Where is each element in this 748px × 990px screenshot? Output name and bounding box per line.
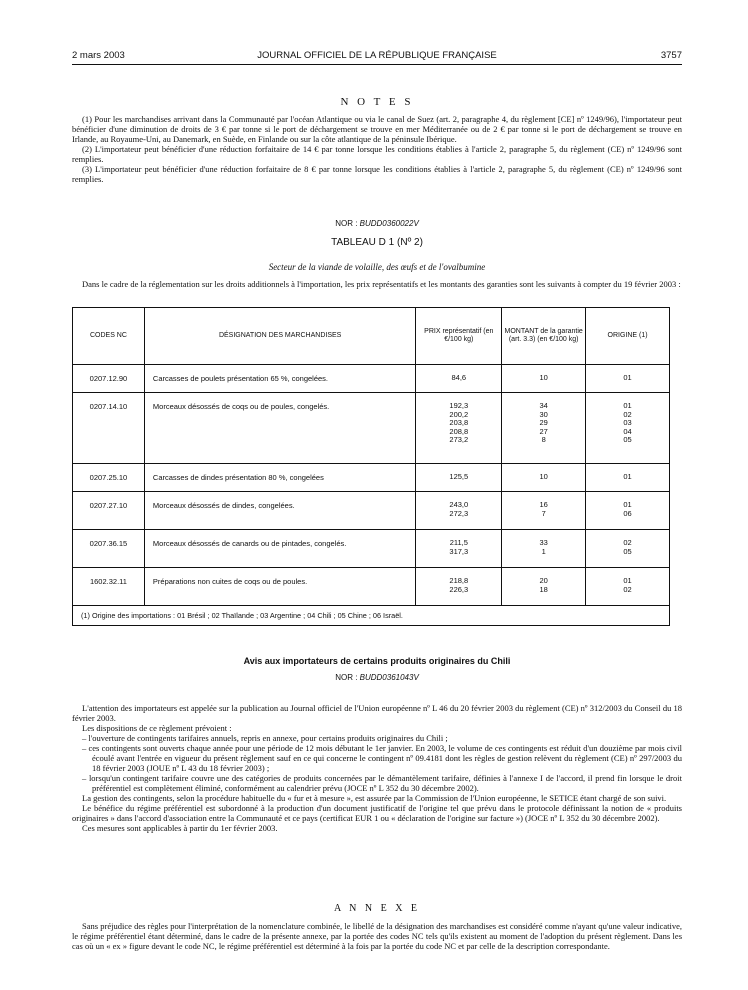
list-item: – lorsqu'un contingent tarifaire couvre une des catégories de produits concernées par le démantèlement tarifaire, définies à l'annexe I de l'accord, il prend fin lorsque le droit préférentiel est complètement éliminé, conformément au calendrier prévu (JOCE nº L 352 du 30 décembre 2002).	[82, 773, 682, 793]
col-designation: DÉSIGNATION DES MARCHANDISES	[144, 308, 415, 365]
header-rule	[72, 64, 682, 65]
list-item: – ces contingents sont ouverts chaque année pour une période de 12 mois débutant le 1er janvier. En 2003, le volume de ces contingents est réduit d'un douzième par mois civil écoulé avant l'entrée en vigueur du présent règlement sauf en ce qui concerne le contingent nº 09.4181 dont les règles de gestion relèvent du règlement (CE) nº 297/2003 du 18 février 2003 (JOUE nº L 43 du 18 février 2003) ;	[82, 743, 682, 773]
tableau-subtitle: Secteur de la viande de volaille, des œufs et de l'ovalbumine	[268, 262, 486, 272]
header-date: 2 mars 2003	[72, 50, 125, 61]
header-page-number: 3757	[660, 50, 682, 61]
avis-paragraph-3: La gestion des contingents, selon la procédure habituelle du « fur et à mesure », est assurée par la Commission de l'Union européenne, le SETICE étant chargé de son suivi.	[82, 793, 667, 803]
table-footnote-row	[73, 606, 670, 626]
table-row: 0207.25.10 Carcasses de dindes présentation 80 %, congelées 125,5 10 01	[73, 464, 670, 492]
prices-table	[72, 307, 670, 626]
col-codes-nc: CODES NC	[73, 308, 145, 365]
notes-title: N O T E S	[340, 96, 414, 108]
avis-provisions-list	[82, 733, 682, 793]
header-journal-title: JOURNAL OFFICIEL DE LA RÉPUBLIQUE FRANÇAISE	[257, 50, 497, 61]
table-row: 1602.32.11 Préparations non cuites de coqs ou de poules. 218,8 226,3 20 18 01 02	[73, 568, 670, 606]
avis-paragraph-2: Les dispositions de ce règlement prévoient :	[82, 723, 232, 733]
table-row: 0207.27.10 Morceaux désossés de dindes, congelées. 243,0 272,3 16 7 01 06	[73, 492, 670, 530]
table-row: 0207.36.15 Morceaux désossés de canards ou de pintades, congelés. 211,5 317,3 33 1 02 05	[73, 530, 670, 568]
tableau-nor-code: BUDD0360022V	[359, 219, 419, 228]
col-montant: MONTANT de la garantie (art. 3.3) (en €/100 kg)	[502, 308, 586, 365]
avis-nor: NOR : BUDD0361043V	[335, 673, 419, 682]
annexe-text: Sans préjudice des règles pour l'interprétation de la nomenclature combinée, le libellé de la désignation des marchandises est considéré comme n'ayant qu'une valeur indicative, le régime préférentiel étant déterminé, dans le cadre de la présente annexe, par la portée des codes NC tels qu'ils existent au moment de l'adoption du présent règlement. Dans les cas où un « ex » figure devant le code NC, le régime préférentiel est déterminé à la fois par la portée du code NC et par celle de la description correspondante.	[72, 921, 682, 951]
tableau-title: TABLEAU D 1 (Nº 2)	[331, 237, 423, 248]
avis-paragraph-5: Ces mesures sont applicables à partir du 1er février 2003.	[82, 823, 278, 833]
table-row: 0207.12.90 Carcasses de poulets présentation 65 %, congelées. 84,6 10 01	[73, 365, 670, 393]
avis-nor-code: BUDD0361043V	[359, 673, 419, 682]
avis-paragraph-1: L'attention des importateurs est appelée sur la publication au Journal officiel de l'Union européenne nº L 46 du 20 février 2003 du règlement (CE) nº 312/2003 du Conseil du 18 février 2003.	[72, 703, 682, 723]
note-3: (3) L'importateur peut bénéficier d'une réduction forfaitaire de 8 € par tonne lorsque les conditions établies à l'article 2, paragraphe 5, du règlement (CE) nº 1249/96 sont remplies.	[72, 164, 682, 184]
annexe-title: A N N E X E	[333, 903, 421, 914]
table-row: 0207.14.10 Morceaux désossés de coqs ou de poules, congelés. 192,3 200,2 203,8 208,8 273,2 34 30 29 27 8 01 02 03 04 05	[73, 393, 670, 464]
table-footnote: (1) Origine des importations : 01 Brésil ; 02 Thaïlande ; 03 Argentine ; 04 Chili ; 05 Chine ; 06 Israël.	[73, 606, 670, 626]
table-header-row	[73, 308, 670, 365]
tableau-intro: Dans le cadre de la réglementation sur les droits additionnels à l'importation, les prix représentatifs et les montants des garanties sont les suivants à compter du 19 février 2003 :	[82, 279, 681, 289]
note-1: (1) Pour les marchandises arrivant dans la Communauté par l'océan Atlantique ou via le canal de Suez (art. 2, paragraphe 4, du règlement [CE] nº 1249/96), l'importateur peut bénéficier d'une diminution de droits de 3 € par tonne si le port de déchargement se trouve en mer Méditerranée ou de 2 € par tonne si le port de déchargement se trouve en Irlande, au Royaume-Uni, au Danemark, en Suède, en Finlande ou sur la côte atlantique de la péninsule Ibérique.	[72, 114, 682, 144]
notes-section	[72, 114, 682, 184]
note-2: (2) L'importateur peut bénéficier d'une réduction forfaitaire de 14 € par tonne lorsque les conditions établies à l'article 2, paragraphe 5, du règlement (CE) nº 1249/96 sont remplies.	[72, 144, 682, 164]
col-prix: PRIX représentatif (en €/100 kg)	[416, 308, 502, 365]
avis-body	[72, 703, 682, 833]
tableau-nor: NOR : BUDD0360022V	[335, 219, 419, 228]
list-item: – l'ouverture de contingents tarifaires annuels, repris en annexe, pour certains produits originaires du Chili ;	[82, 733, 448, 743]
avis-paragraph-4: Le bénéfice du régime préférentiel est subordonné à la production d'un document justificatif de l'origine tel que prévu dans le protocole définissant la notion de « produits originaires » dans l'accord d'association entre la Communauté et ce pays (certificat EUR 1 ou « déclaration de l'origine sur facture ») (JOCE nº L 352 du 30 décembre 2002).	[72, 803, 682, 823]
col-origine: ORIGINE (1)	[586, 308, 670, 365]
avis-title: Avis aux importateurs de certains produits originaires du Chili	[243, 656, 511, 666]
page-header	[72, 50, 682, 64]
